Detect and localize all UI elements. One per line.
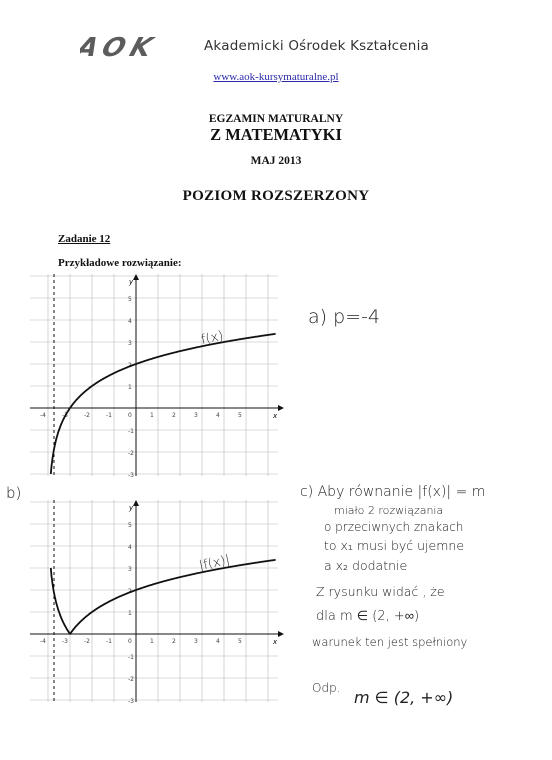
y-tick-label: 1 xyxy=(128,384,132,391)
y-tick-label: 5 xyxy=(128,296,132,303)
x-tick-label: 1 xyxy=(150,412,154,419)
y-tick-label: -3 xyxy=(128,698,134,705)
part-c-line-4: to x₁ musi być ujemne xyxy=(324,538,465,553)
exam-date: MAJ 2013 xyxy=(250,155,302,167)
y-axis-label: y xyxy=(129,504,134,512)
part-c-line-6: Z rysunku widać , że xyxy=(316,584,445,599)
y-tick-label: 1 xyxy=(128,610,132,617)
part-b-label: b) xyxy=(6,484,22,502)
part-c-line-5: a x₂ dodatnie xyxy=(324,558,408,573)
y-tick-label: -1 xyxy=(128,428,134,435)
y-tick-label: -1 xyxy=(128,654,134,661)
grid xyxy=(30,274,278,476)
aok-logo xyxy=(80,34,192,65)
y-tick-label: 2 xyxy=(128,588,132,595)
answer-value: m ∈ (2, +∞) xyxy=(354,688,454,707)
part-c-line-1: c) Aby równanie |f(x)| = m xyxy=(300,484,486,500)
logo-text: AOK xyxy=(80,34,162,60)
x-axis-label: x xyxy=(273,412,278,420)
x-tick-label: -4 xyxy=(40,638,46,645)
y-tick-label: 3 xyxy=(128,340,132,347)
x-tick-label: 4 xyxy=(216,412,220,419)
y-tick-label: -3 xyxy=(128,472,134,479)
function-graph-top xyxy=(30,272,286,480)
task-label: Zadanie 12 xyxy=(58,233,111,245)
solution-label: Przykładowe rozwiązanie: xyxy=(58,257,182,269)
function-graph-bottom xyxy=(30,498,286,706)
answer-part-a: a) p=-4 xyxy=(308,306,381,328)
x-tick-label: -2 xyxy=(84,412,90,419)
x-tick-label: -4 xyxy=(40,412,46,419)
x-tick-label: -1 xyxy=(106,412,112,419)
x-tick-label: 5 xyxy=(238,412,242,419)
x-tick-label: 3 xyxy=(194,412,198,419)
x-tick-label: 4 xyxy=(216,638,220,645)
x-tick-label: 5 xyxy=(238,638,242,645)
curve-label: f(x) xyxy=(199,328,225,348)
y-tick-label: 4 xyxy=(128,318,132,325)
y-tick-label: 4 xyxy=(128,544,132,551)
grid xyxy=(30,500,278,702)
part-c-line-7: dla m ∈ (2, +∞) xyxy=(316,609,420,624)
x-tick-label: -1 xyxy=(106,638,112,645)
part-c-line-3: o przeciwnych znakach xyxy=(324,520,464,534)
y-tick-label: 3 xyxy=(128,566,132,573)
x-axis-arrow xyxy=(278,631,284,637)
x-tick-label: 0 xyxy=(128,412,132,419)
x-tick-label: 1 xyxy=(150,638,154,645)
function-curve xyxy=(51,334,276,474)
abs-function-curve xyxy=(51,560,276,634)
curve-label: |f(x)| xyxy=(197,552,232,574)
x-tick-label: 0 xyxy=(128,638,132,645)
x-tick-label: 2 xyxy=(172,638,176,645)
y-axis-arrow xyxy=(133,500,139,506)
y-axis-arrow xyxy=(133,274,139,280)
website-link[interactable]: www.aok-kursymaturalne.pl xyxy=(213,71,339,83)
x-axis-arrow xyxy=(278,405,284,411)
x-tick-label: 2 xyxy=(172,412,176,419)
part-c-line-2: miało 2 rozwiązania xyxy=(334,504,444,517)
y-axis-label: y xyxy=(129,278,134,286)
x-tick-label: -3 xyxy=(62,638,68,645)
exam-level: POZIOM ROZSZERZONY xyxy=(182,188,370,204)
x-tick-label: -2 xyxy=(84,638,90,645)
part-c-line-8: warunek ten jest spełniony xyxy=(312,635,468,649)
y-tick-label: 2 xyxy=(128,362,132,369)
x-tick-label: -3 xyxy=(62,412,68,419)
answer-label: Odp. xyxy=(312,681,341,695)
y-tick-label: -2 xyxy=(128,450,134,457)
y-tick-label: -2 xyxy=(128,676,134,683)
exam-subject: Z MATEMATYKI xyxy=(210,125,342,144)
exam-title: EGZAMIN MATURALNY xyxy=(208,113,344,125)
x-axis-label: x xyxy=(273,638,278,646)
x-tick-label: 3 xyxy=(194,638,198,645)
y-tick-label: 5 xyxy=(128,522,132,529)
organization-name: Akademicki Ośrodek Kształcenia xyxy=(204,38,429,54)
